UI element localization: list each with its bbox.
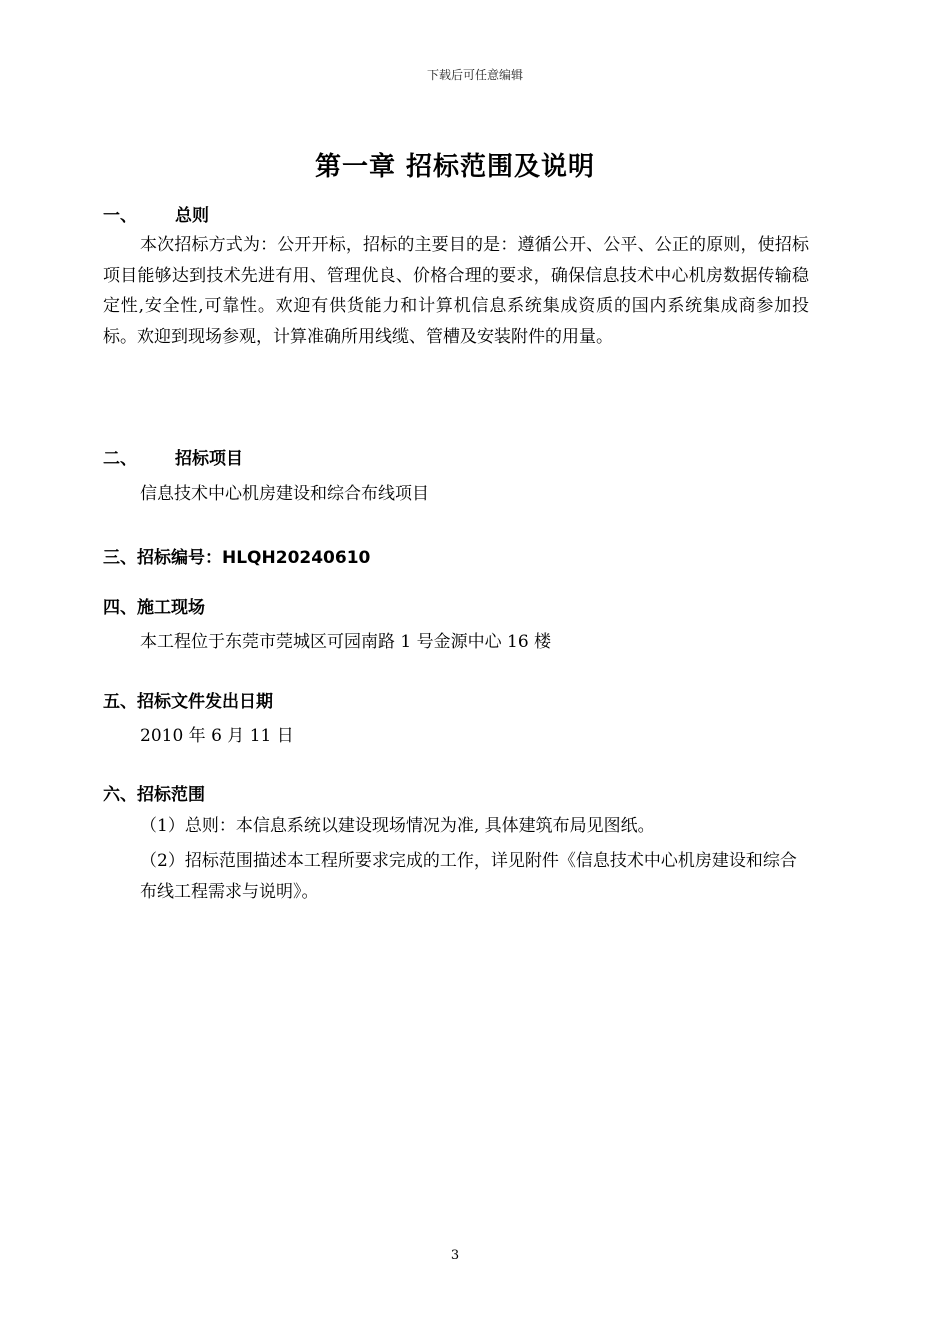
section-heading-site: 四、施工现场 <box>103 598 205 618</box>
section-title: 招标项目 <box>175 449 243 469</box>
section-body-site: 本工程位于东莞市莞城区可园南路 1 号金源中心 16 楼 <box>140 632 552 652</box>
section-heading-general <box>103 201 209 226</box>
section-heading-project <box>103 444 243 469</box>
section-number: 一、 <box>103 206 137 226</box>
section-body-issue-date: 2010 年 6 月 11 日 <box>140 726 294 746</box>
scope-item-2: （2）招标范围描述本工程所要求完成的工作，详见附件《信息技术中心机房建设和综合布线工程需求与说明》。 <box>140 851 797 902</box>
section-title: 总则 <box>175 206 209 226</box>
section-number: 二、 <box>103 449 137 469</box>
scope-item-1: （1）总则：本信息系统以建设现场情况为准, 具体建筑布局见图纸。 <box>140 816 655 836</box>
section-heading-issue-date: 五、招标文件发出日期 <box>103 692 273 712</box>
page-number: 3 <box>450 1248 460 1263</box>
page-header-note: 下载后可任意编辑 <box>426 68 523 82</box>
section-body-general: 本次招标方式为：公开开标，招标的主要目的是：遵循公开、公平、公正的原则，使招标项目能够达到技术先进有用、管理优良、价格合理的要求，确保信息技术中心机房数据传输稳定性,安全性,可靠性。欢迎有供货能力和计算机信息系统集成资质的国内系统集成商参加投标。欢迎到现场参观，计算准确所用线缆、管槽及安装附件的用量。 <box>103 235 809 347</box>
chapter-title: 第一章 招标范围及说明 <box>314 152 596 182</box>
section-heading-tender-number: 三、招标编号：HLQH20240610 <box>103 548 371 568</box>
section-body-project: 信息技术中心机房建设和综合布线项目 <box>140 484 429 504</box>
section-heading-scope: 六、招标范围 <box>103 785 205 805</box>
